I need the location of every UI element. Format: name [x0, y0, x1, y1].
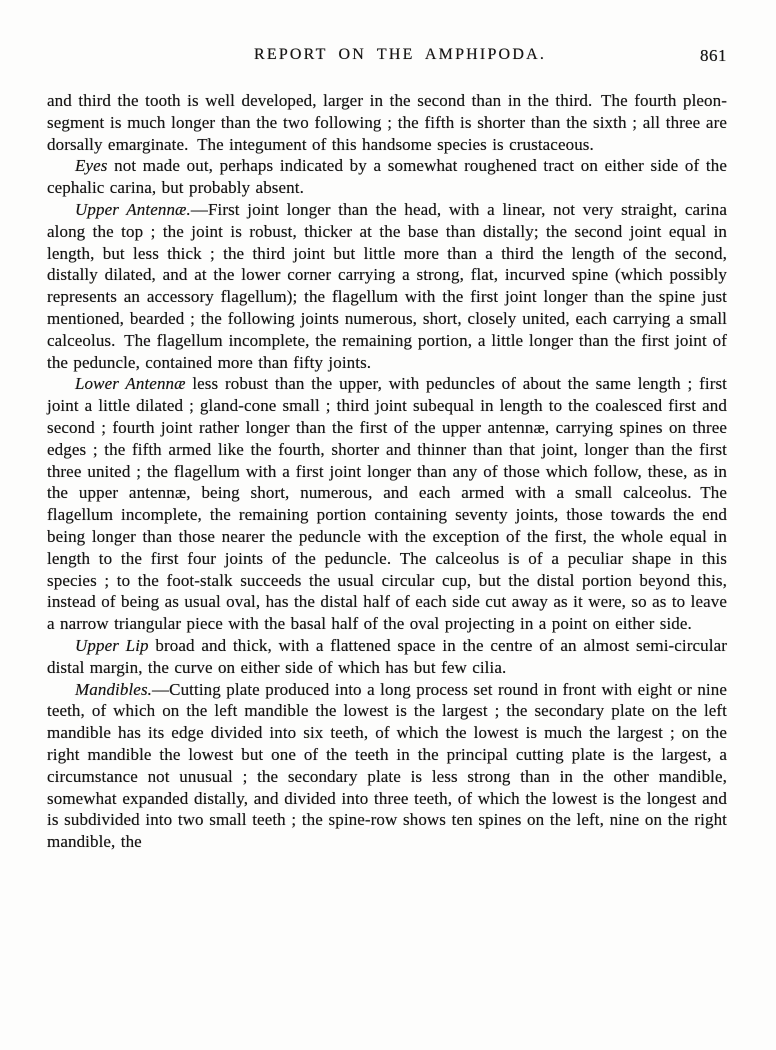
paragraph-lead: Eyes — [75, 156, 108, 176]
paragraph — [47, 90, 727, 155]
running-header — [47, 46, 727, 68]
paragraph — [47, 635, 727, 679]
paragraph-lead: Upper Lip — [75, 635, 149, 655]
running-title: REPORT ON THE AMPHIPODA. — [253, 46, 547, 63]
paragraph-text: less robust than the upper, with peduncles of about the same length ; first joint a little dilated ; gland-cone small ; third joint subequal in length to the coalesced first and second ; fourth joint rather longer than the first of the upper antennæ, carrying spines on three edges ; the fifth armed like the fourth, shorter and thinner than that joint, longer than the first three united ; the flagellum with a first joint longer than any of those which follow, these, as in the upper antennæ, being short, numerous, and each armed with a small calceolus. The flagellum incomplete, the remaining portion containing seventy joints, those towards the end being longer than those nearer the peduncle with the exception of the first, the whole equal in length to the first four joints of the peduncle. The calceolus is of a peculiar shape in this species ; to the foot-stalk succeeds the usual circular cup, but the distal portion beyond this, instead of being as usual oval, has the distal half of each side cut away as it were, so as to leave a narrow triangular piece with the basal half of the oval projecting in a point on either side. — [47, 374, 727, 634]
page-body — [47, 90, 727, 853]
paragraph-lead: Mandibles. — [75, 679, 153, 699]
paragraph — [47, 373, 727, 635]
paragraph — [47, 679, 727, 853]
paragraph-lead: Lower Antennæ — [75, 374, 186, 394]
paragraph-text: —First joint longer than the head, with a linear, not very straight, carina along the top ; the joint is robust, thicker at the base than distally; the second joint equal in length, but less thick ; the third joint but little more than a third the length of the second, distally dilated, and at the lower corner carrying a strong, flat, incurved spine (which possibly represents an accessory flagellum); the flagellum with the first joint longer than the spine just mentioned, bearded ; the following joints numerous, short, closely united, each carrying a small calceolus. The flagellum incomplete, the remaining portion, a little longer than the first joint of the peduncle, contained more than fifty joints. — [47, 199, 727, 372]
paragraph-text: and third the tooth is well developed, larger in the second than in the third. The fourth pleon-segment is much longer than the two following ; the fifth is shorter than the sixth ; all three are dorsally emarginate. The integument of this handsome species is crustaceous. — [47, 91, 727, 154]
page-number: 861 — [700, 46, 727, 65]
paragraph-text: —Cutting plate produced into a long process set round in front with eight or nine teeth, of which on the left mandible the lowest is the largest ; the secondary plate on the left mandible has its edge divided into six teeth, of which the lowest is much the largest ; on the right mandible the lowest but one of the teeth in the principal cutting plate is the largest, a circumstance not unusual ; the secondary plate is less strong than in the other mandible, somewhat expanded distally, and divided into three teeth, of which the lowest is the longest and is subdivided into two small teeth ; the spine-row shows ten spines on the left, nine on the right mandible, the — [47, 679, 727, 852]
paragraph-text: not made out, perhaps indicated by a somewhat roughened tract on either side of the cephalic carina, but probably absent. — [47, 156, 727, 198]
paragraph-text: broad and thick, with a flattened space in the centre of an almost semi-circular distal margin, the curve on either side of which has but few cilia. — [47, 635, 727, 677]
paragraph — [47, 155, 727, 199]
paragraph-lead: Upper Antennæ. — [75, 199, 191, 219]
paragraph — [47, 199, 727, 373]
